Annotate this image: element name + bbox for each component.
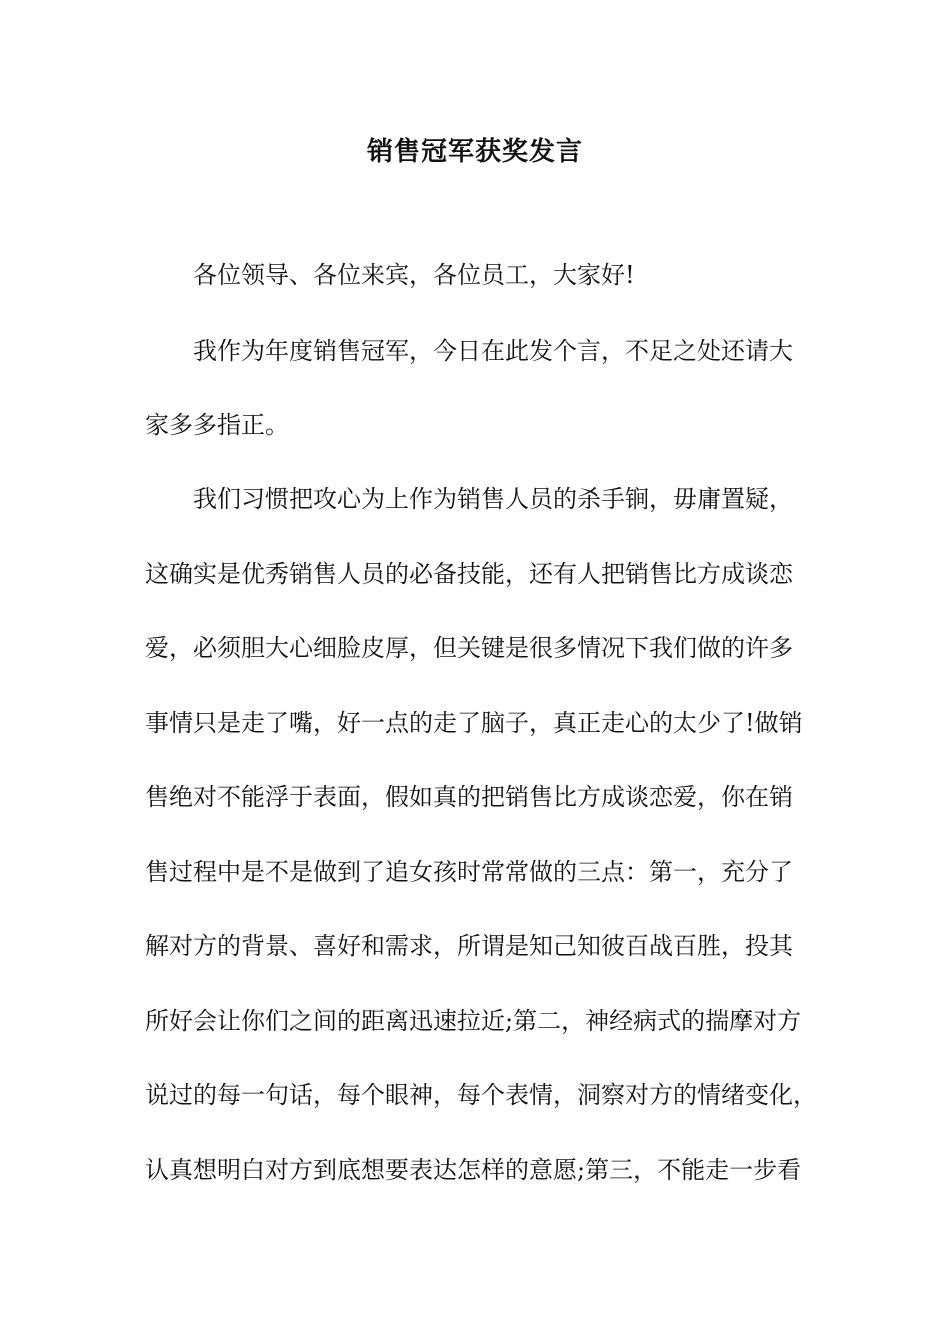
- paragraph-line: 售过程中是不是做到了追女孩时常常做的三点：第一，充分了: [145, 858, 793, 886]
- paragraph-line: 售绝对不能浮于表面，假如真的把销售比方成谈恋爱，你在销: [145, 783, 793, 811]
- paragraph-line: 认真想明白对方到底想要表达怎样的意愿;第三，不能走一步看: [145, 1156, 802, 1184]
- paragraph-line: 我们习惯把攻心为上作为销售人员的杀手锏，毋庸置疑，: [193, 485, 793, 513]
- paragraph-line: 解对方的背景、喜好和需求，所谓是知己知彼百战百胜，投其: [145, 932, 793, 960]
- paragraph-line: 所好会让你们之间的距离迅速拉近;第二，神经病式的揣摩对方: [145, 1007, 802, 1035]
- paragraph-line: 各位领导、各位来宾，各位员工，大家好!: [193, 261, 635, 289]
- paragraph-line: 爱，必须胆大心细脸皮厚，但关键是很多情况下我们做的许多: [145, 634, 793, 662]
- paragraph-line: 我作为年度销售冠军，今日在此发个言，不足之处还请大: [193, 337, 793, 365]
- paragraph-line: 家多多指正。: [145, 411, 289, 439]
- paragraph-line: 说过的每一句话，每个眼神，每个表情，洞察对方的情绪变化，: [145, 1081, 817, 1109]
- paragraph-line: 事情只是走了嘴，好一点的走了脑子，真正走心的太少了!做销: [145, 709, 803, 737]
- paragraph-line: 这确实是优秀销售人员的必备技能，还有人把销售比方成谈恋: [145, 560, 793, 588]
- document-title: 销售冠军获奖发言: [366, 137, 583, 167]
